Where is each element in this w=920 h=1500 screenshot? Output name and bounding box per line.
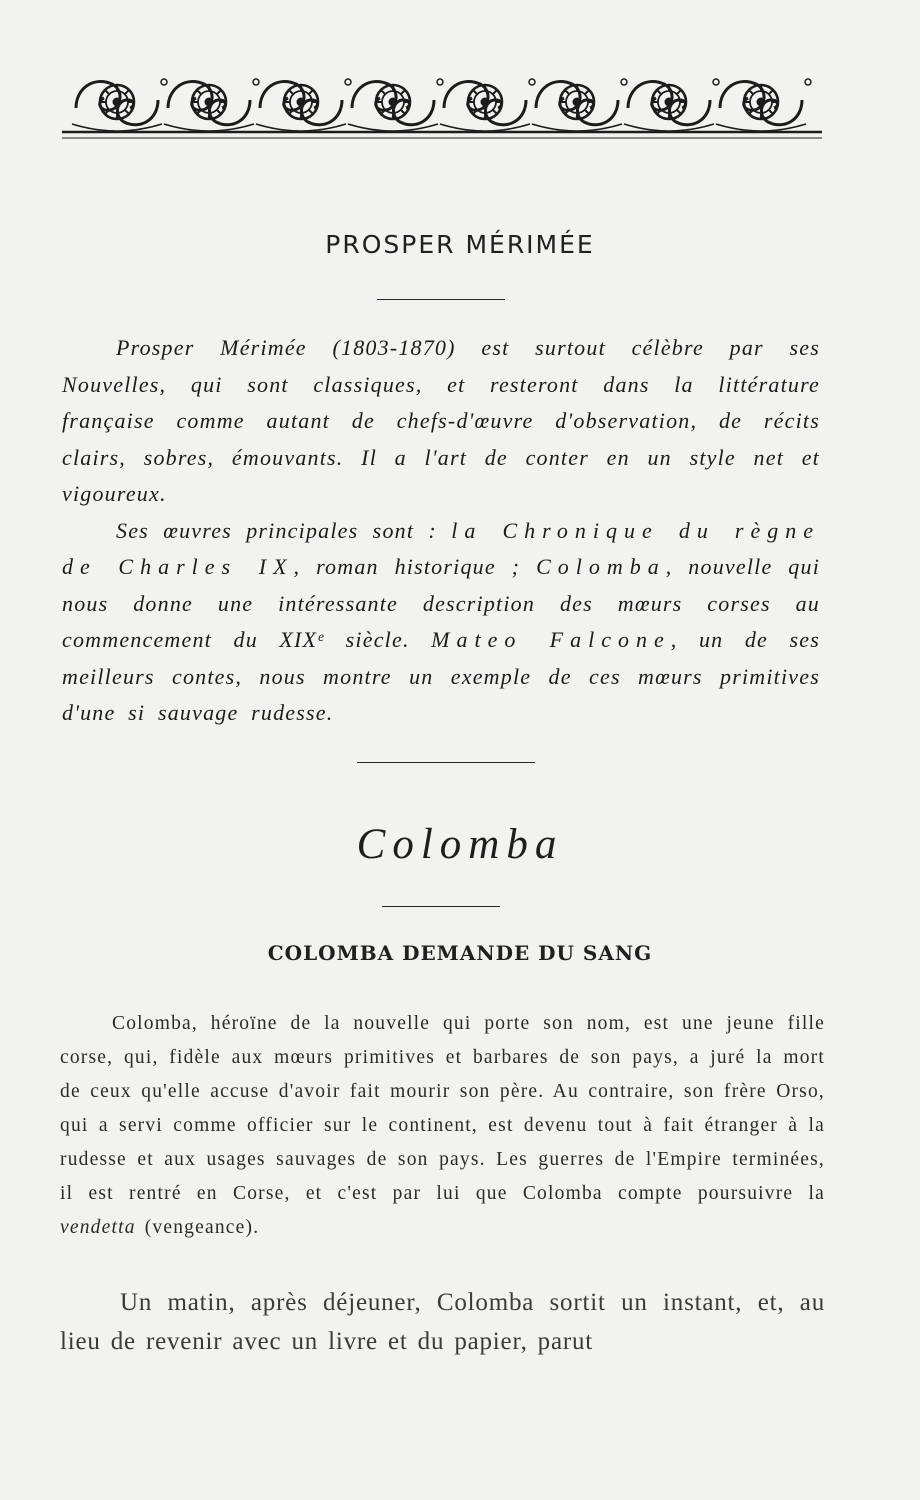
- work-title-chronique: la Chronique du règne de Charles IX: [62, 517, 821, 579]
- work-title-colomba: Colomba: [536, 554, 666, 579]
- author-introduction: [62, 330, 820, 732]
- summary-text: (vengeance).: [135, 1217, 260, 1238]
- intro-paragraph: Prosper Mérimée (1803-1870) est surtout célèbre par ses Nouvelles, qui sont classiques, et resteront dans la littérature française comme autant de chefs-d'œuvre d'observation, de récits clairs, sobres, émouvants. Il a l'art de conter en un style net et vigoureux.: [62, 335, 820, 506]
- works-text: , roman historique ;: [293, 554, 537, 579]
- work-title-mateo-falcone: Mateo Falcone: [431, 627, 671, 652]
- divider: [382, 906, 500, 907]
- summary-paragraph: [60, 1007, 825, 1245]
- divider: [377, 299, 505, 300]
- divider: [357, 762, 535, 763]
- decorative-rosette-frieze-icon: [62, 66, 822, 142]
- works-text: Ses œuvres principales sont :: [116, 517, 452, 543]
- narrative-text: [60, 1283, 825, 1361]
- summary-emphasis: vendetta: [60, 1217, 136, 1238]
- chapter-title: COLOMBA DEMANDE DU SANG: [267, 941, 653, 965]
- author-heading: PROSPER MÉRIMÉE: [325, 230, 595, 259]
- works-text: , un de ses meilleurs contes, nous montre un exemple de ces mœurs primitives d'une si sauvage rudesse.: [62, 627, 820, 725]
- summary-text: Colomba, héroïne de la nouvelle qui porte son nom, est une jeune fille corse, qui, fidèle aux mœurs primitives et barbares de son pays, a juré la mort de ceux qu'elle accuse d'avoir fait mourir son père. Au contraire, son frère Orso, qui a servi comme officier sur le continent, est devenu tout à fait étranger à la rudesse et aux usages sauvages de son pays. Les guerres de l'Empire terminées, il est rentré en Corse, et c'est par lui que Colomba compte poursuivre la: [60, 1013, 825, 1204]
- works-paragraph: [62, 513, 820, 732]
- work-title: Colomba: [356, 821, 564, 868]
- narrative-paragraph: Un matin, après déjeuner, Colomba sortit un instant, et, au lieu de revenir avec un livre et du papier, parut: [60, 1289, 825, 1355]
- chapter-summary: [60, 1007, 825, 1245]
- works-text: , nouvelle qui nous donne une intéressante description des mœurs corses au commencement du XIXᵉ siècle.: [62, 554, 821, 652]
